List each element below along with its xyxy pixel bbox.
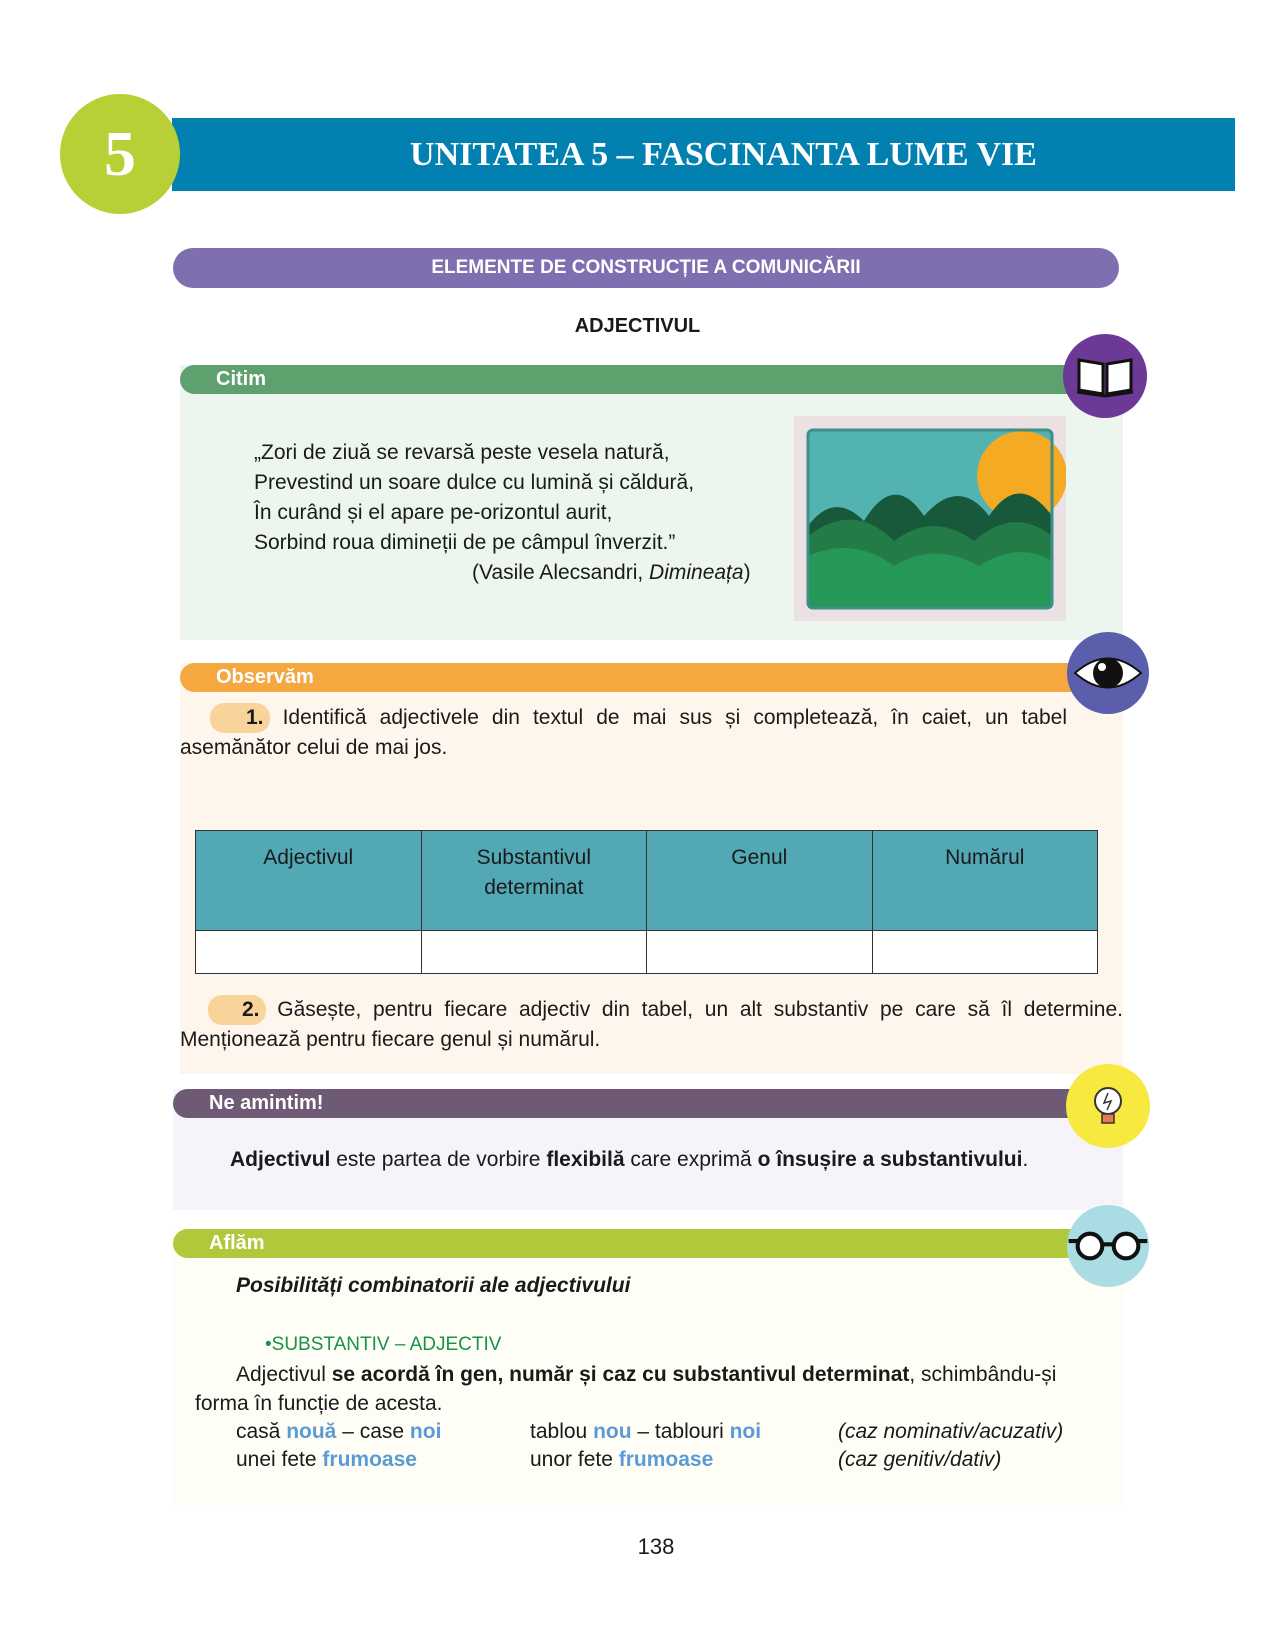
- rule-text: [195, 1360, 1095, 1418]
- example-row: [236, 1446, 1063, 1474]
- unit-number: 5: [104, 118, 136, 189]
- def-bold: flexibilă: [546, 1148, 625, 1171]
- def-text: este partea de vorbire: [330, 1148, 547, 1171]
- table-header: Genul: [647, 831, 872, 931]
- table-header-text: Substantivul determinat: [476, 846, 592, 899]
- def-text: .: [1022, 1148, 1029, 1171]
- task-number: 1.: [210, 703, 270, 733]
- poem-line: Prevestind un soare dulce cu lumină și căldură,: [254, 471, 695, 494]
- rule-bold: se acordă în gen, număr și caz cu substantivul determinat: [331, 1363, 910, 1386]
- task-1: [180, 703, 1067, 763]
- aflam-subtitle: Posibilități combinatorii ale adjectivului: [236, 1274, 631, 1297]
- ne-amintim-header: Ne amintim!: [173, 1089, 1076, 1118]
- example-case: (caz nominativ/acuzativ): [838, 1420, 1064, 1443]
- rule-part: Adjectivul: [236, 1363, 332, 1386]
- poem-line: Sorbind roua dimineții de pe câmpul înverzit.”: [254, 531, 676, 554]
- poem-source: [254, 558, 751, 588]
- task-text: Identifică adjectivele din textul de mai sus și completează, în caiet, un tabel asemănător celui de mai jos.: [180, 706, 1067, 759]
- aflam-header: Aflăm: [173, 1229, 1076, 1258]
- def-text: care exprimă: [624, 1148, 758, 1171]
- table-header: [421, 831, 647, 931]
- table-cell: [872, 931, 1097, 974]
- source-author: (Vasile Alecsandri,: [472, 561, 650, 584]
- table-header: Numărul: [872, 831, 1097, 931]
- source-paren: ): [743, 561, 751, 584]
- unit-title-banner: [172, 118, 1235, 191]
- example-b: unor fete frumoase: [530, 1448, 714, 1471]
- unit-title: UNITATEA 5 – FASCINANTA LUME VIE: [410, 135, 1037, 173]
- glasses-icon: [1067, 1205, 1149, 1287]
- lightbulb-icon: [1066, 1064, 1150, 1148]
- adjective-table: [195, 830, 1098, 974]
- bullet-heading: •SUBSTANTIV – ADJECTIV: [265, 1334, 502, 1355]
- citim-header: Citim: [180, 365, 1076, 394]
- page-number: 138: [637, 1534, 675, 1559]
- examples: [236, 1418, 1063, 1474]
- poem: [254, 438, 751, 588]
- task-number: 2.: [208, 995, 266, 1025]
- open-book-icon: [1063, 334, 1147, 418]
- table-cell: [647, 931, 872, 974]
- example-a: casă nouă – case noi: [236, 1420, 442, 1443]
- table-header: Adjectivul: [196, 831, 422, 931]
- example-case: (caz genitiv/dativ): [838, 1448, 1002, 1471]
- example-b: tablou nou – tablouri noi: [530, 1420, 762, 1443]
- definition: [230, 1148, 1028, 1172]
- def-term: Adjectivul: [230, 1148, 331, 1171]
- bullet-text: SUBSTANTIV – ADJECTIV: [271, 1334, 502, 1355]
- task-text: Găsește, pentru fiecare adjectiv din tabel, un alt substantiv pe care să îl determine. Menționează pentru fiecare genul și numărul.: [180, 998, 1123, 1051]
- unit-number-badge: [60, 94, 180, 214]
- eye-icon: [1067, 632, 1149, 714]
- example-a: unei fete frumoase: [236, 1448, 417, 1471]
- def-bold: o însușire a substantivului: [757, 1148, 1023, 1171]
- rule-part: , schimbându-și forma în funcție de acesta.: [195, 1363, 1057, 1415]
- poem-line: „Zori de ziuă se revarsă peste vesela natură,: [254, 441, 670, 464]
- section-title: ELEMENTE DE CONSTRUCȚIE A COMUNICĂRII: [173, 248, 1119, 288]
- task-2: [180, 995, 1123, 1055]
- table-cell: [196, 931, 422, 974]
- observam-header: Observăm: [180, 663, 1076, 692]
- source-title: Dimineața: [649, 561, 744, 584]
- poem-line: În curând și el apare pe-orizontul aurit,: [254, 501, 613, 524]
- landscape-picture: [794, 416, 1066, 621]
- table-cell: [421, 931, 647, 974]
- example-row: [236, 1418, 1063, 1446]
- lesson-title: ADJECTIVUL: [574, 315, 701, 337]
